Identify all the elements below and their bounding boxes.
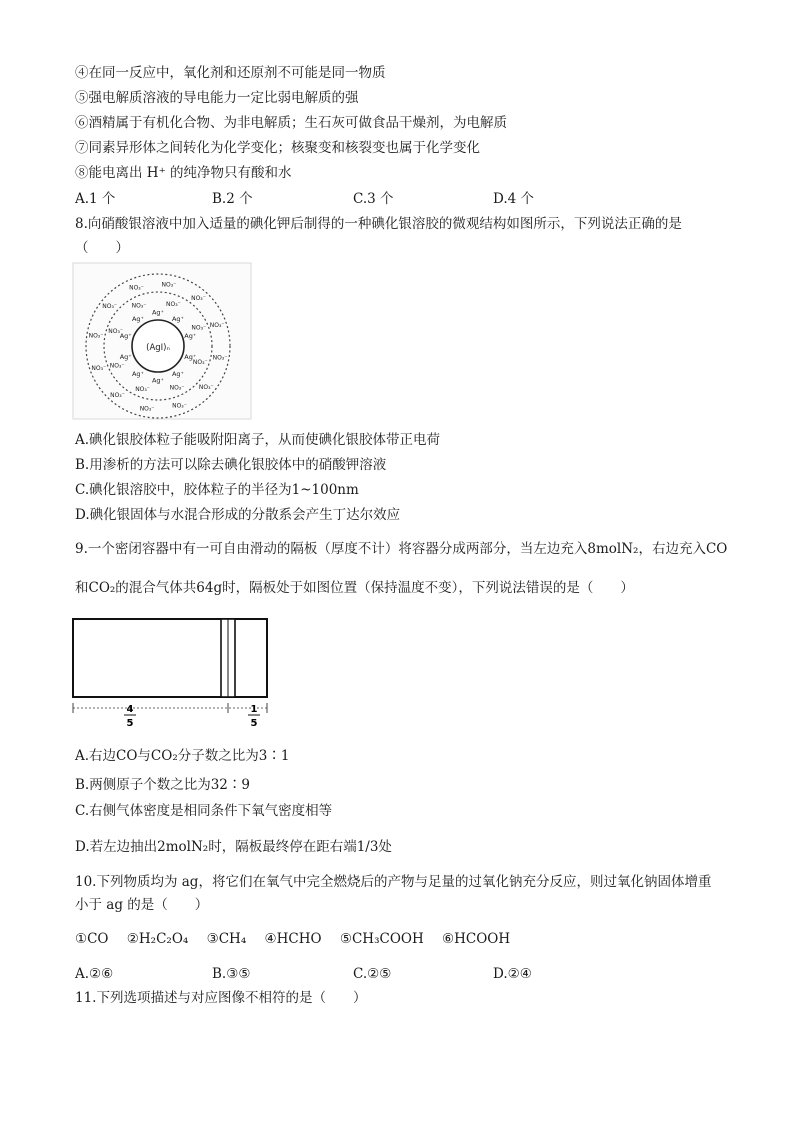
statement-4: ④在同一反应中，氧化剂和还原剂不可能是同一物质: [75, 65, 386, 81]
agi-colloid-figure: [72, 262, 252, 420]
right-fraction-numerator: 1: [250, 704, 258, 715]
q10-option-a: A.②⑥: [75, 966, 114, 982]
q7-option-c: C.3 个: [353, 191, 394, 207]
inner-nitrate-label: NO₃⁻: [135, 385, 150, 393]
ag-ion-label: Ag⁺: [131, 315, 145, 323]
outer-nitrate-label: NO₃⁻: [161, 281, 177, 289]
formula-5: ⑤CH₃COOH: [339, 931, 424, 947]
q8-option-b: B.用渗析的方法可以除去碘化银胶体中的硝酸钾溶液: [75, 457, 387, 473]
q8-stem: 8.向硝酸银溶液中加入适量的碘化钾后制得的一种碘化银溶胶的微观结构如图所示，下列说法正确的是: [75, 216, 682, 232]
ag-ion-label: Ag⁺: [171, 370, 185, 378]
inner-nitrate-label: NO₃⁻: [109, 362, 125, 370]
q9-option-d: D.若左边抽出2molN₂时，隔板最终停在距右端1/3处: [75, 839, 392, 855]
formula-3: ③CH₄: [206, 931, 247, 947]
core-label: (AgI)ₙ: [146, 343, 170, 353]
outer-nitrate-label: NO₃⁻: [172, 402, 187, 410]
q10-option-b: B.③⑤: [212, 966, 251, 982]
statement-8: ⑧能电离出 H⁺ 的纯净物只有酸和水: [75, 165, 292, 181]
q7-option-a: A.1 个: [75, 191, 116, 207]
ag-ion-label: Ag⁺: [171, 315, 185, 323]
outer-nitrate-label: NO₃⁻: [191, 295, 206, 303]
q10-stem-line1: 10.下列物质均为 ag，将它们在氧气中完全燃烧后的产物与足量的过氧化钠充分反应，则过氧化钠固体增重: [75, 874, 712, 890]
q9-option-c: C.右侧气体密度是相同条件下氧气密度相等: [75, 803, 333, 819]
partition-container-figure: [70, 616, 274, 730]
formula-4: ④HCHO: [264, 931, 322, 947]
container-box: [73, 619, 267, 697]
outer-nitrate-label: NO₃⁻: [209, 322, 225, 329]
ag-ion-label: Ag⁺: [151, 308, 165, 317]
outer-nitrate-label: NO₃⁻: [212, 354, 228, 362]
q10-option-d: D.②④: [493, 966, 532, 982]
ag-ion-label: Ag⁺: [184, 353, 197, 361]
q10-stem-line2: 小于 ag 的是（ ）: [75, 897, 209, 913]
q10-formula-list: [75, 930, 735, 948]
q8-option-a: A.碘化银胶体粒子能吸附阳离子，从而使碘化银胶体带正电荷: [75, 432, 441, 448]
outer-nitrate-label: NO₃⁻: [129, 284, 144, 292]
q11-stem: 11.下列选项描述与对应图像不相符的是（ ）: [75, 990, 367, 1006]
q9-stem-line1: 9.一个密闭容器中有一可自由滑动的隔板（厚度不计）将容器分成两部分，当左边充入8molN₂，右边充入CO: [75, 541, 728, 557]
inner-nitrate-label: NO₃⁻: [169, 384, 185, 392]
outer-nitrate-label: NO₃⁻: [88, 332, 104, 340]
inner-nitrate-label: NO₃⁻: [108, 328, 124, 336]
q7-option-d: D.4 个: [493, 191, 535, 207]
q8-option-d: D.碘化银固体与水混合形成的分散系会产生丁达尔效应: [75, 507, 401, 523]
inner-nitrate-label: NO₃⁻: [191, 324, 207, 332]
inner-nitrate-label: NO₃⁻: [192, 358, 208, 366]
left-fraction-denominator: 5: [126, 718, 134, 729]
q7-option-b: B.2 个: [212, 191, 253, 207]
outer-nitrate-label: NO₃⁻: [110, 391, 125, 399]
formula-1: ①CO: [75, 931, 109, 947]
statement-7: ⑦同素异形体之间转化为化学变化；核聚变和核裂变也属于化学变化: [75, 140, 480, 156]
ag-ion-label: Ag⁺: [184, 332, 197, 340]
ag-ion-label: Ag⁺: [151, 376, 165, 385]
left-fraction-numerator: 4: [126, 704, 134, 715]
inner-nitrate-label: NO₃⁻: [131, 302, 147, 310]
ag-ion-label: Ag⁺: [119, 353, 132, 361]
statement-5: ⑤强电解质溶液的导电能力一定比弱电解质的强: [75, 90, 359, 106]
q10-option-c: C.②⑤: [353, 966, 392, 982]
ag-ion-label: Ag⁺: [119, 332, 132, 340]
q9-option-b: B.两侧原子个数之比为32∶9: [75, 777, 250, 793]
q9-stem-line2: 和CO₂的混合气体共64g时，隔板处于如图位置（保持温度不变），下列说法错误的是（ ）: [75, 580, 634, 596]
inner-nitrate-label: NO₃⁻: [166, 301, 181, 309]
statement-6: ⑥酒精属于有机化合物、为非电解质；生石灰可做食品干燥剂，为电解质: [75, 115, 507, 131]
q9-option-a: A.右边CO与CO₂分子数之比为3∶1: [75, 748, 290, 764]
right-fraction-denominator: 5: [250, 718, 258, 729]
ag-ion-label: Ag⁺: [131, 370, 145, 378]
formula-2: ②H₂C₂O₄: [126, 931, 189, 947]
formula-6: ⑥HCOOH: [442, 931, 511, 947]
outer-nitrate-label: NO₃⁻: [139, 405, 155, 413]
q8-blank: （ ）: [75, 240, 129, 256]
q8-option-c: C.碘化银溶胶中，胶体粒子的半径为1~100nm: [75, 482, 359, 498]
outer-nitrate-label: NO₃⁻: [102, 303, 118, 310]
outer-nitrate-label: NO₃⁻: [91, 365, 107, 372]
outer-nitrate-label: NO₃⁻: [198, 384, 214, 391]
